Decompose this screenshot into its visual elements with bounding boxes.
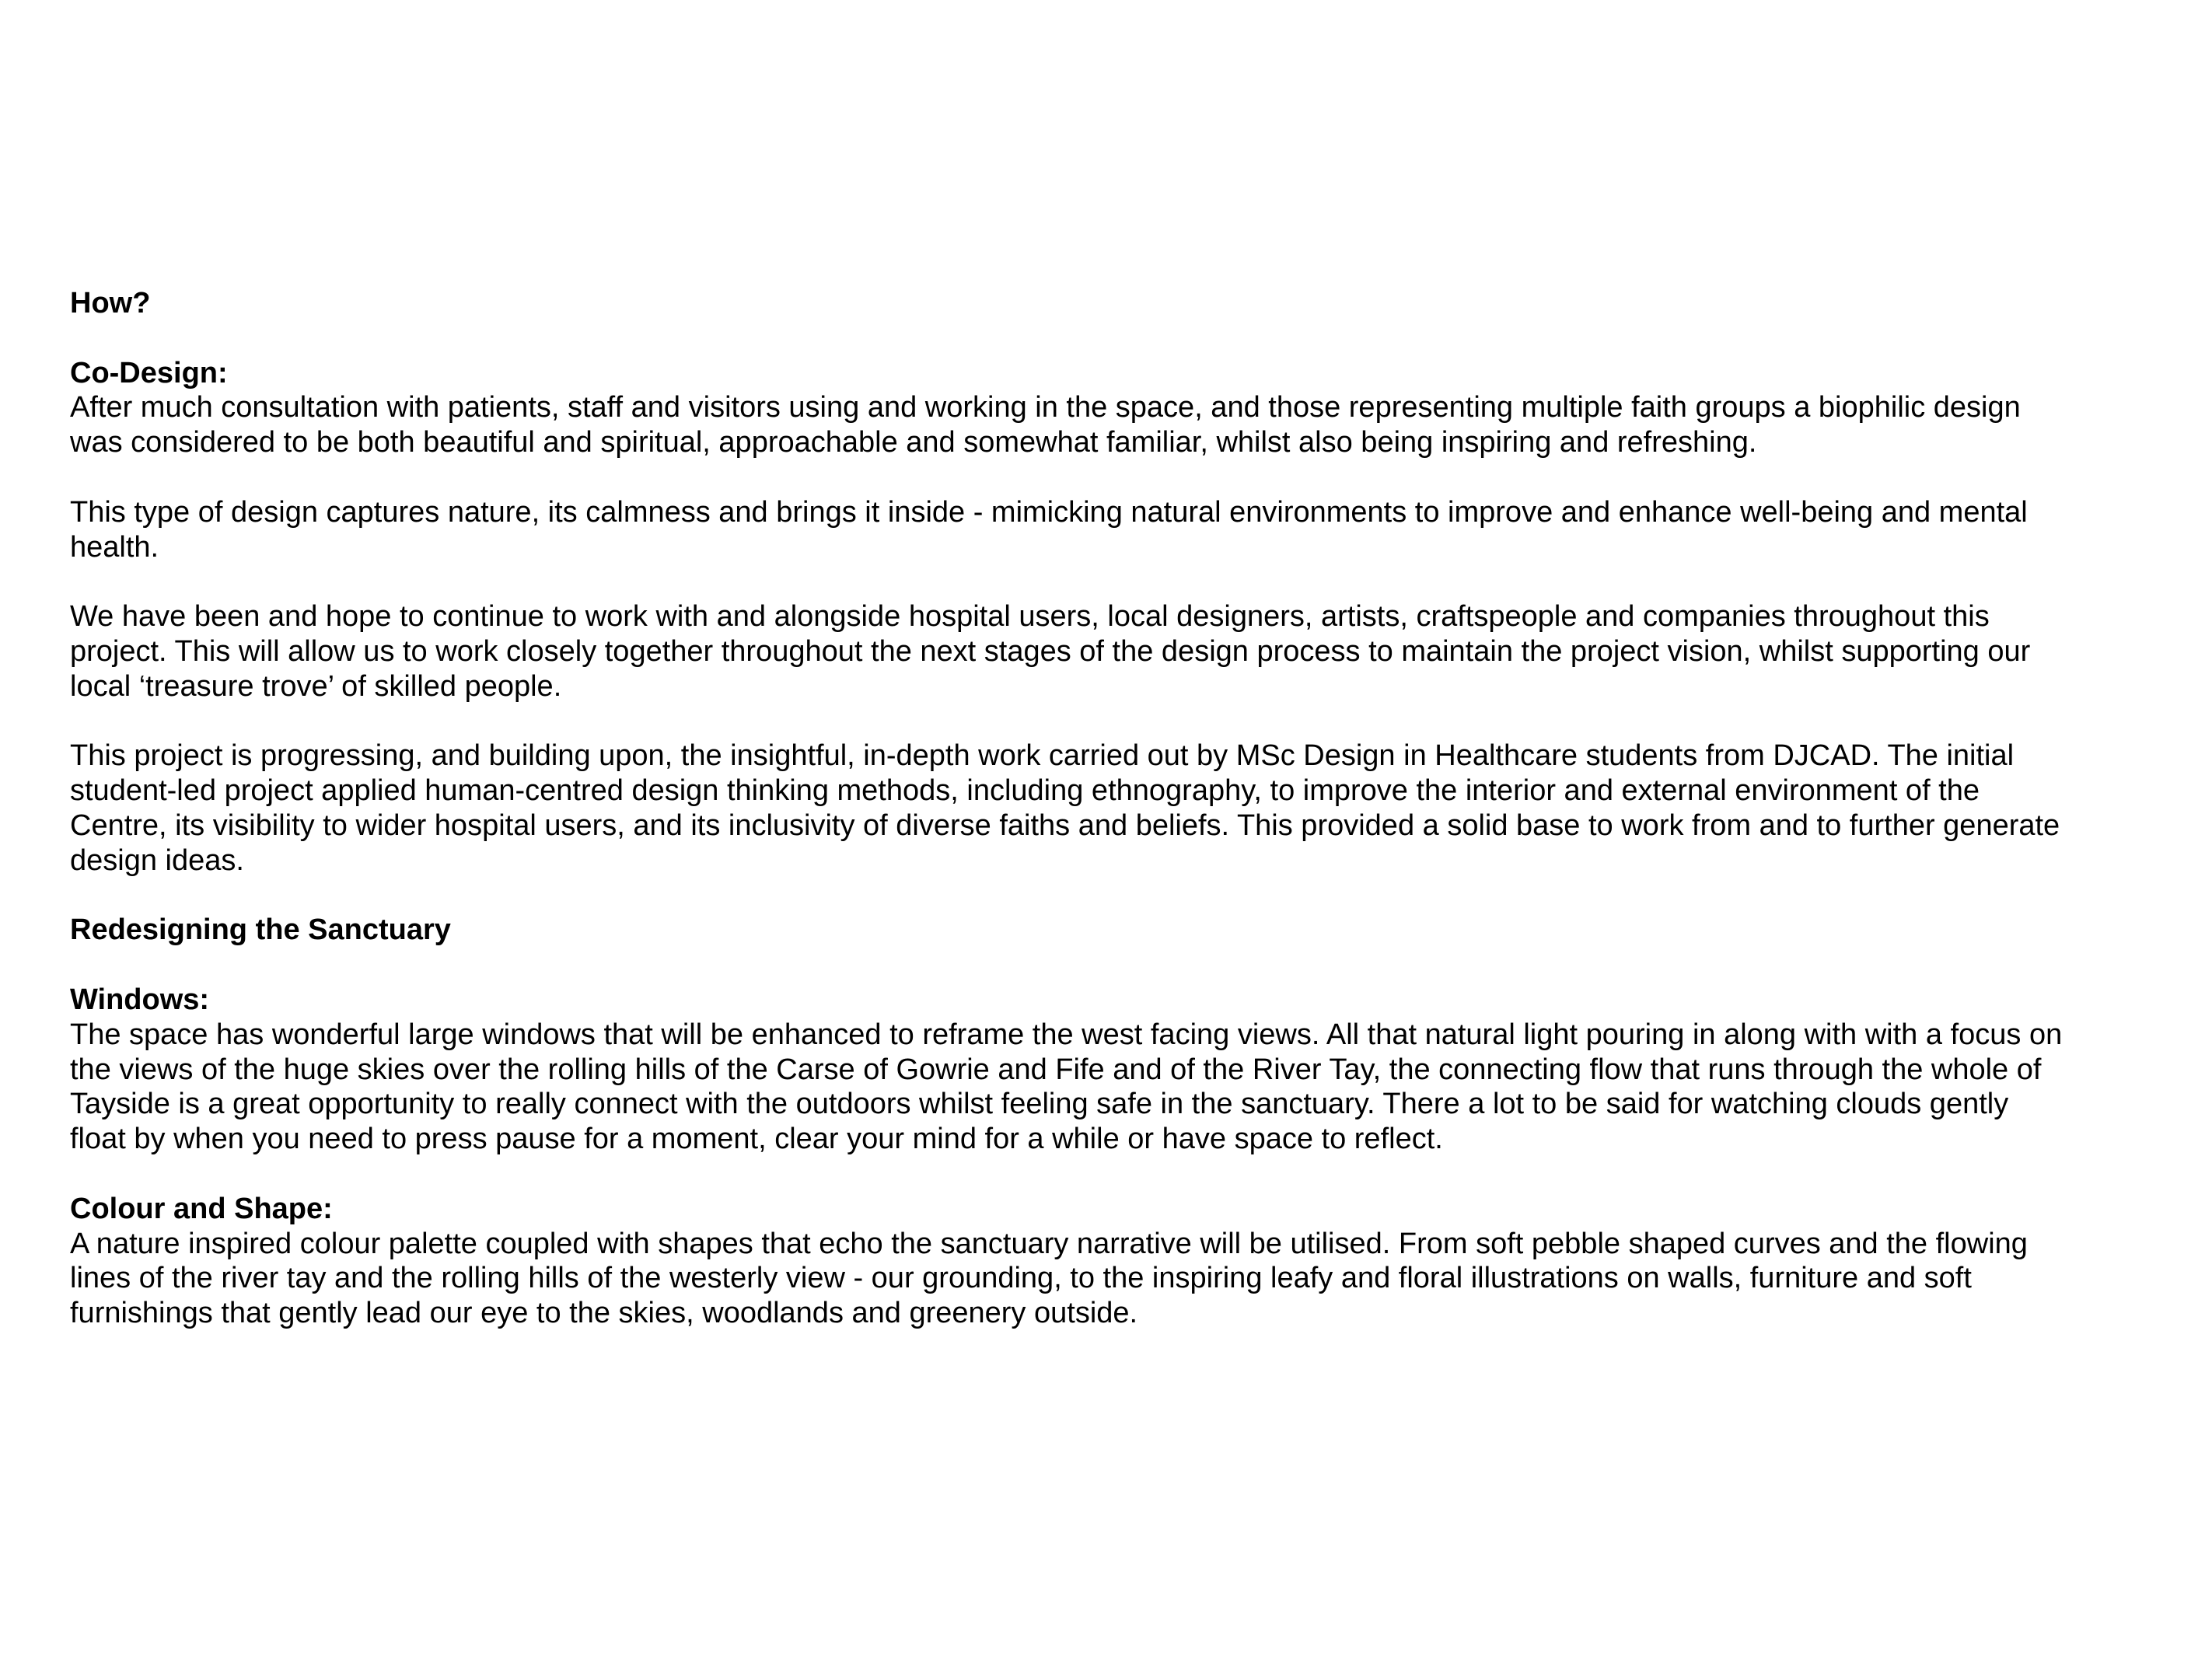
spacer	[70, 460, 2169, 495]
text-line: was considered to be both beautiful and spiritual, approachable and somewhat familiar, whilst also being inspiring and refreshing.	[70, 426, 1757, 459]
spacer	[70, 1157, 2169, 1192]
text-line: project. This will allow us to work closely together throughout the next stages of the design process to maintain the project vision, whilst supporting our	[70, 634, 2031, 668]
text-line: local ‘treasure trove’ of skilled people.	[70, 669, 562, 703]
codesign-paragraph-4	[70, 739, 2169, 878]
how-heading: How?	[70, 287, 151, 320]
spacer	[70, 878, 2169, 913]
redesign-heading: Redesigning the Sanctuary	[70, 913, 451, 947]
document-page	[70, 286, 2169, 1331]
windows-paragraph	[70, 1018, 2169, 1157]
text-line: the views of the huge skies over the rolling hills of the Carse of Gowrie and Fife and of the River Tay, the connecting flow that runs through the whole of	[70, 1053, 2042, 1086]
text-line: design ideas.	[70, 843, 244, 877]
codesign-paragraph-3	[70, 599, 2169, 704]
text-line: This type of design captures nature, its calmness and brings it inside - mimicking natural environments to improve and enhance well-being and mental	[70, 495, 2028, 529]
windows-heading: Windows:	[70, 983, 210, 1016]
text-line: lines of the river tay and the rolling hills of the westerly view - our grounding, to the inspiring leafy and floral illustrations on walls, furniture and soft	[70, 1262, 1972, 1295]
text-line: We have been and hope to continue to work with and alongside hospital users, local designers, artists, craftspeople and companies throughout this	[70, 600, 1990, 634]
text-line: float by when you need to press pause for a moment, clear your mind for a while or have space to reflect.	[70, 1123, 1443, 1156]
text-line: student-led project applied human-centred design thinking methods, including ethnography, to improve the interior and external environment of the	[70, 774, 1980, 808]
text-line: After much consultation with patients, staff and visitors using and working in the space, and those representing multiple faith groups a biophilic design	[70, 391, 2021, 424]
spacer	[70, 564, 2169, 599]
codesign-heading: Co-Design:	[70, 356, 228, 389]
colour-shape-paragraph	[70, 1227, 2169, 1331]
spacer	[70, 321, 2169, 356]
text-line: Tayside is a great opportunity to really connect with the outdoors whilst feeling safe in the sanctuary. There a lot to be said for watching clouds gently	[70, 1088, 2009, 1121]
text-line: Centre, its visibility to wider hospital users, and its inclusivity of diverse faiths and beliefs. This provided a solid base to work from and to further generate	[70, 809, 2060, 842]
colour-shape-heading: Colour and Shape:	[70, 1192, 333, 1225]
codesign-paragraph-1	[70, 390, 2169, 460]
text-line: furnishings that gently lead our eye to the skies, woodlands and greenery outside.	[70, 1297, 1138, 1330]
text-line: The space has wonderful large windows that will be enhanced to reframe the west facing views. All that natural light pouring in along with with a focus on	[70, 1018, 2063, 1051]
spacer	[70, 704, 2169, 739]
text-line: This project is progressing, and building upon, the insightful, in-depth work carried out by MSc Design in Healthcare students from DJCAD. The initial	[70, 739, 2015, 773]
codesign-paragraph-2	[70, 495, 2169, 565]
spacer	[70, 948, 2169, 983]
text-line: health.	[70, 530, 159, 564]
text-line: A nature inspired colour palette coupled with shapes that echo the sanctuary narrative will be utilised. From soft pebble shaped curves and the flowing	[70, 1227, 2028, 1260]
